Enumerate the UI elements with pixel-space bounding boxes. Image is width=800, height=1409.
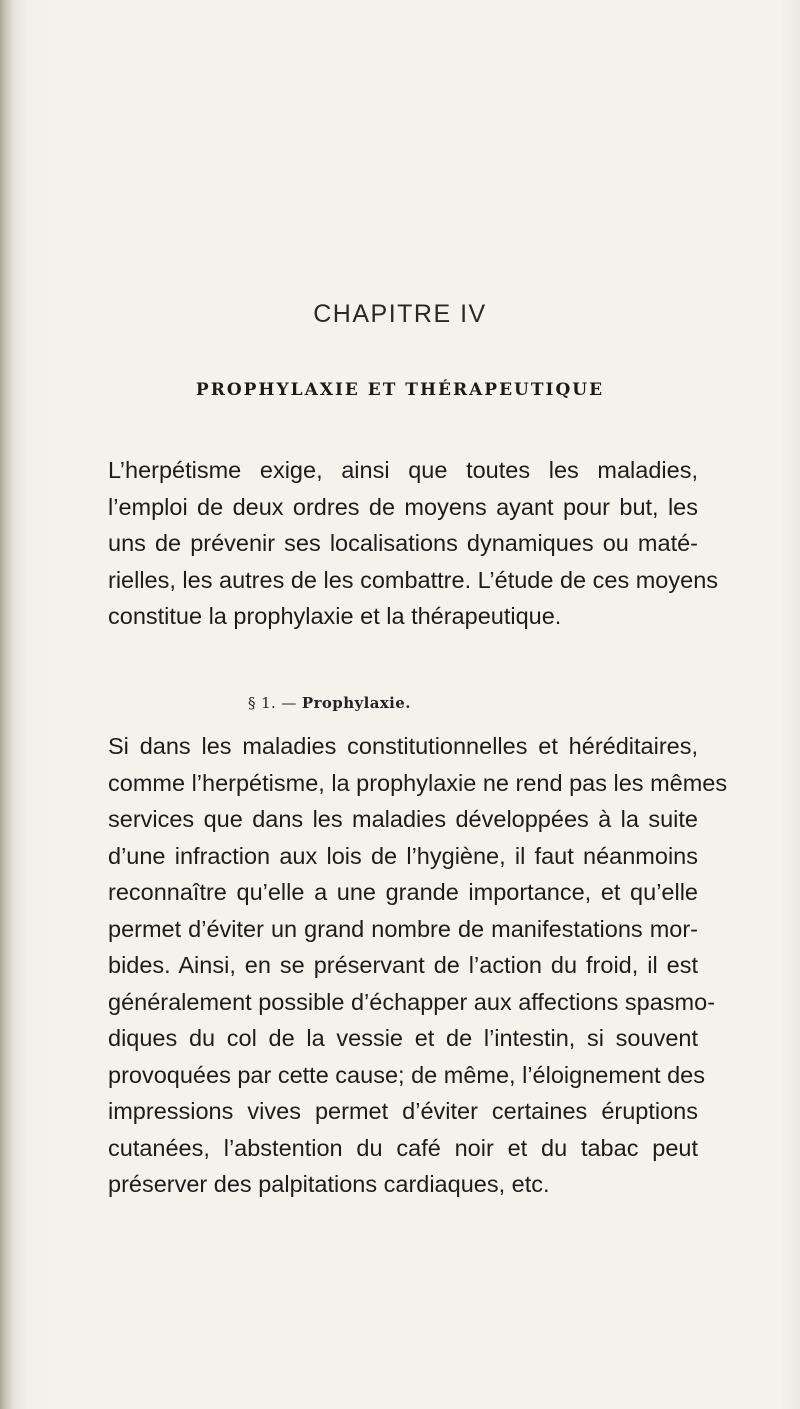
paragraph-prophylaxie xyxy=(108,728,728,1203)
text-line: diques du col de la vessie et de l’intestin, si souvent xyxy=(108,1025,698,1051)
subsection-title: Prophylaxie. xyxy=(301,694,411,712)
text-line: rielles, les autres de les combattre. L’étude de ces moyens xyxy=(108,566,719,593)
text-line: l’emploi de deux ordres de moyens ayant pour but, les xyxy=(108,493,698,520)
text-line: L’herpétisme exige, ainsi que toutes les maladies, xyxy=(108,457,698,483)
chapter-title: CHAPITRE IV xyxy=(313,300,487,328)
text-line: comme l’herpétisme, la prophylaxie ne rend pas les mêmes xyxy=(108,769,728,796)
text-line: préserver des palpitations cardiaques, etc. xyxy=(108,1171,550,1197)
text-line: généralement possible d’échapper aux affections spasmo- xyxy=(108,988,716,1015)
paragraph-intro xyxy=(108,452,719,635)
text-line: provoquées par cette cause; de même, l’éloignement des xyxy=(108,1061,705,1088)
text-line: uns de prévenir ses localisations dynamiques ou maté- xyxy=(108,530,698,556)
subsection-number: § 1. — xyxy=(248,694,297,712)
text-line: Si dans les maladies constitutionnelles et héréditaires, xyxy=(108,733,698,759)
page-gutter-shadow xyxy=(0,0,14,1409)
text-line: d’une infraction aux lois de l’hygiène, il faut néanmoins xyxy=(108,842,698,869)
text-line: permet d’éviter un grand nombre de manifestations mor- xyxy=(108,915,698,942)
text-line: impressions vives permet d’éviter certaines éruptions xyxy=(108,1098,698,1124)
section-heading: PROPHYLAXIE ET THÉRAPEUTIQUE xyxy=(195,380,605,400)
text-line: services que dans les maladies développées à la suite xyxy=(108,806,698,832)
text-line: cutanées, l’abstention du café noir et du tabac peut xyxy=(108,1134,698,1161)
text-line: constitue la prophylaxie et la thérapeutique. xyxy=(108,603,562,629)
subsection-heading xyxy=(248,694,411,712)
text-line: reconnaître qu’elle a une grande importance, et qu’elle xyxy=(108,879,698,905)
text-line: bides. Ainsi, en se préservant de l’action du froid, il est xyxy=(108,952,698,978)
